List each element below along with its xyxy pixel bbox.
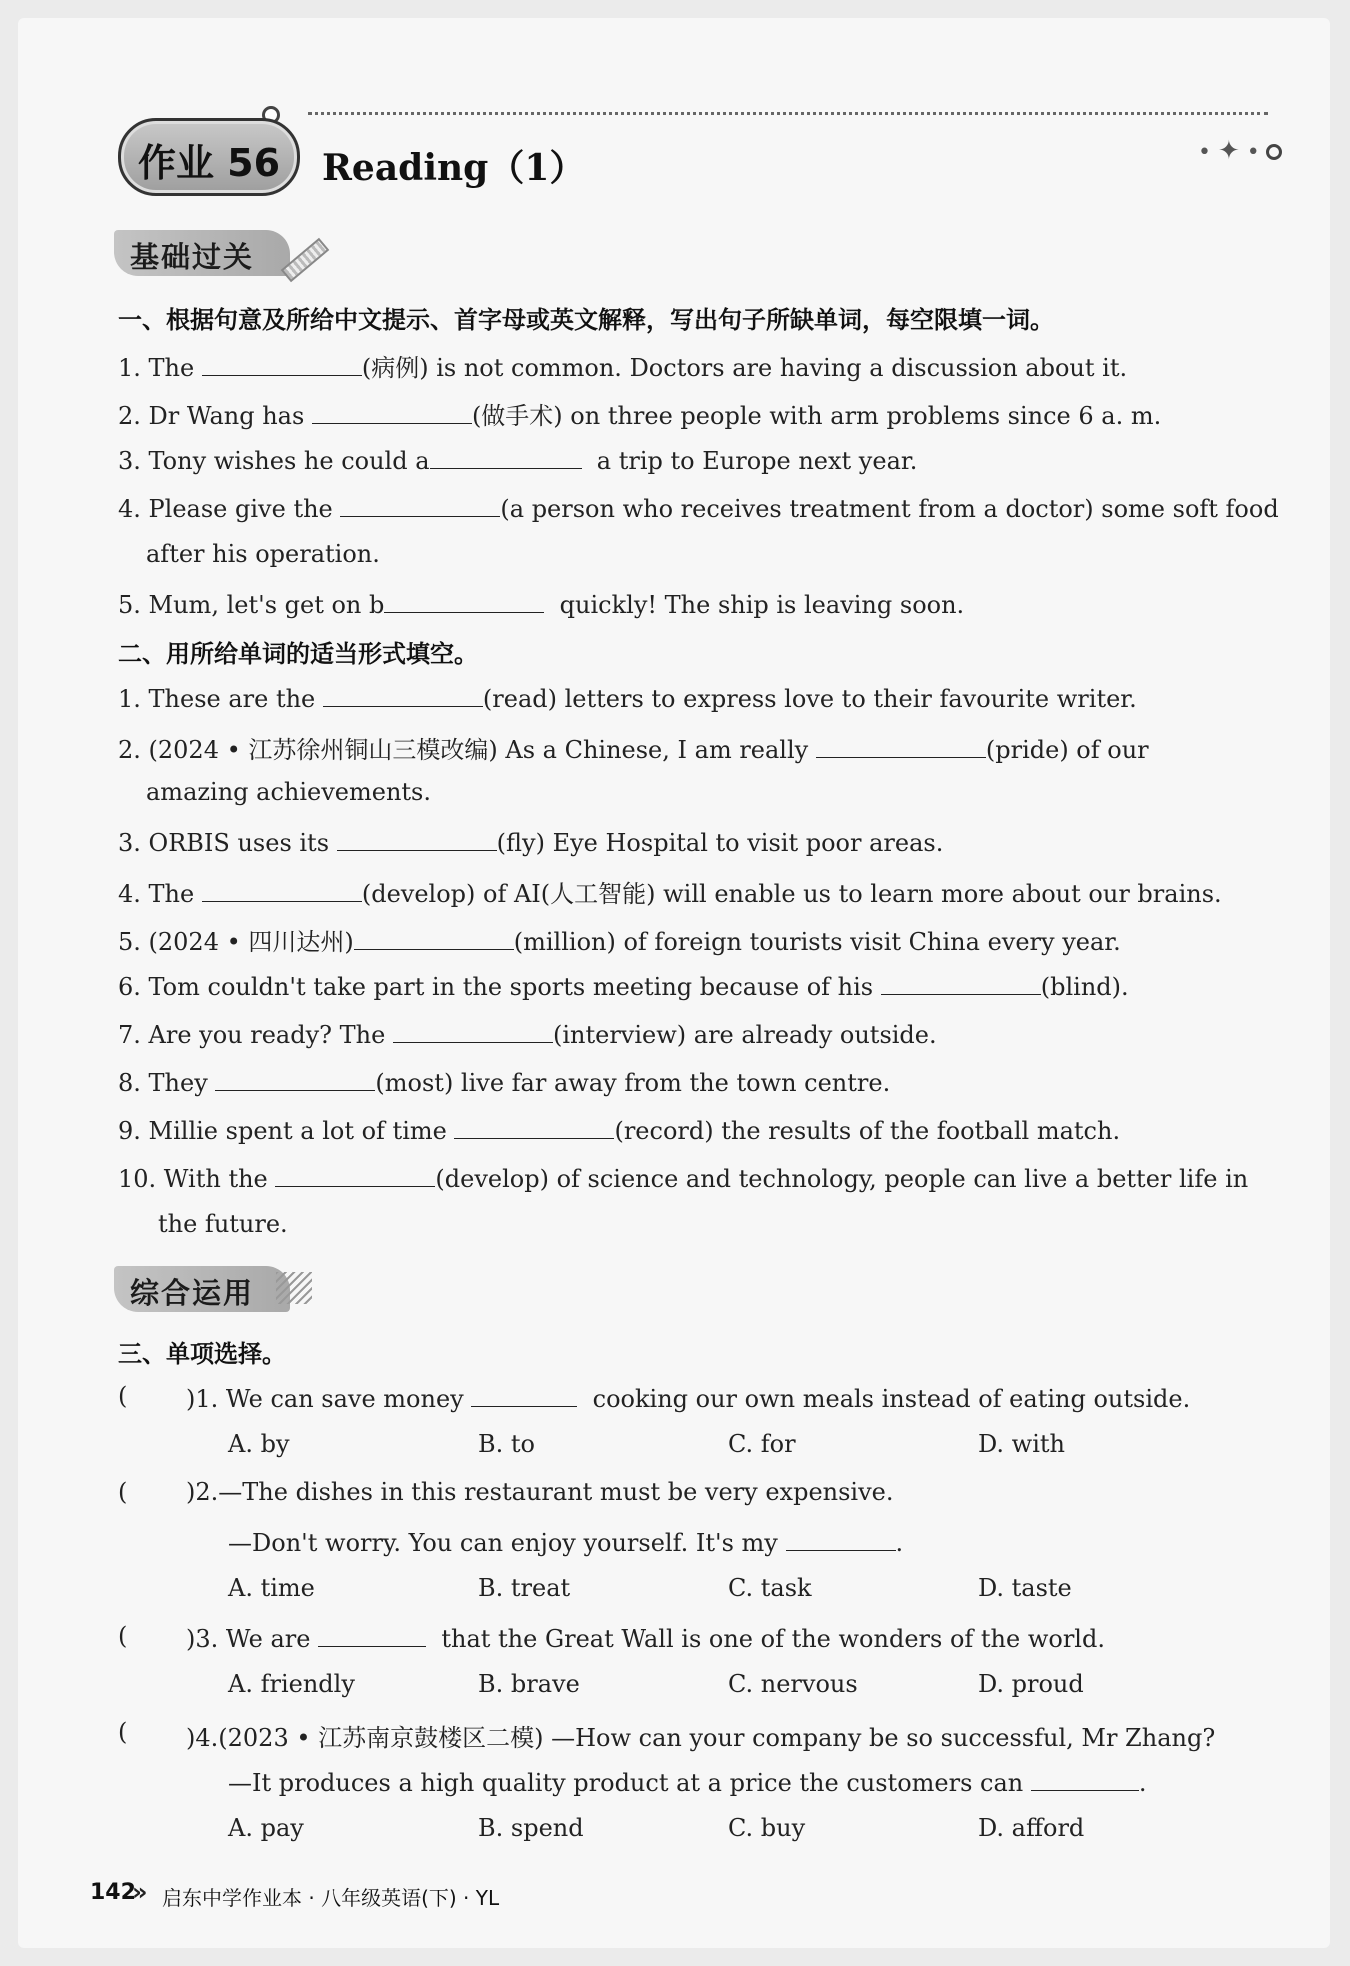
list-item: 9. Millie spent a lot of time (record) the results of the football match. [118,1114,1120,1145]
list-item: 3. Tony wishes he could a a trip to Europe next year. [118,444,917,475]
list-item-continuation: amazing achievements. [146,778,431,806]
ring-ornament [1266,144,1282,160]
question-2: )2.—The dishes in this restaurant must be very expensive. [186,1478,894,1506]
header-dotted-line [308,112,1268,115]
option-a[interactable]: A. time [228,1574,315,1602]
answer-blank[interactable] [354,925,514,950]
question-3: )3. We are that the Great Wall is one of the wonders of the world. [186,1622,1105,1653]
worksheet-page [18,18,1330,1948]
option-c[interactable]: C. nervous [728,1670,858,1698]
double-chevron-icon: » [132,1878,148,1906]
answer-blank[interactable] [393,1018,553,1043]
list-item: 5. Mum, let's get on b quickly! The ship is leaving soon. [118,588,964,619]
answer-blank[interactable] [881,970,1041,995]
question-1: )1. We can save money cooking our own meals instead of eating outside. [186,1382,1190,1413]
list-item: 5. (2024 • 四川达州) (million) of foreign tourists visit China every year. [118,922,1121,957]
list-item: 1. The (病例) is not common. Doctors are having a discussion about it. [118,348,1127,383]
answer-blank [786,1526,896,1551]
answer-parenthesis[interactable]: ( [118,1382,128,1410]
list-item: 8. They (most) live far away from the town centre. [118,1066,890,1097]
page-title: Reading（1） [322,147,586,189]
list-item: 4. The (develop) of AI(人工智能) will enable us to learn more about our brains. [118,874,1222,909]
sparkle-icon: • ✦ • [1198,136,1260,166]
option-b[interactable]: B. to [478,1430,535,1458]
answer-blank[interactable] [275,1162,435,1187]
answer-blank [1031,1766,1139,1791]
answer-blank[interactable] [430,444,582,469]
answer-blank [318,1622,426,1647]
answer-blank [471,1382,577,1407]
list-item-continuation: after his operation. [146,540,380,568]
answer-blank[interactable] [215,1066,375,1091]
option-b[interactable]: B. brave [478,1670,580,1698]
option-d[interactable]: D. afford [978,1814,1085,1842]
page-number: 142 [90,1880,136,1905]
list-item: 4. Please give the (a person who receives treatment from a doctor) some soft food [118,492,1279,523]
section-badge-label: 综合运用 [130,1276,255,1310]
answer-blank[interactable] [340,492,500,517]
answer-blank[interactable] [202,351,362,376]
list-item: 2. (2024 • 江苏徐州铜山三模改编) As a Chinese, I am really (pride) of our [118,730,1149,765]
question-4: )4.(2023 • 江苏南京鼓楼区二模) —How can your company be so successful, Mr Zhang? [186,1724,1216,1752]
option-b[interactable]: B. spend [478,1814,584,1842]
part2-heading: 二、用所给单词的适当形式填空。 [118,640,478,668]
option-a[interactable]: A. pay [228,1814,304,1842]
option-b[interactable]: B. treat [478,1574,571,1602]
option-d[interactable]: D. taste [978,1574,1072,1602]
answer-blank[interactable] [323,682,483,707]
list-item: 7. Are you ready? The (interview) are already outside. [118,1018,937,1049]
question-4-line-2: —It produces a high quality product at a price the customers can . [228,1766,1147,1797]
answer-blank[interactable] [816,733,986,758]
part1-heading: 一、根据句意及所给中文提示、首字母或英文解释，写出句子所缺单词，每空限填一词。 [118,306,1054,334]
answer-blank[interactable] [337,826,497,851]
option-c[interactable]: C. buy [728,1814,806,1842]
option-a[interactable]: A. friendly [228,1670,355,1698]
answer-parenthesis[interactable]: ( [118,1718,128,1746]
option-a[interactable]: A. by [228,1430,290,1458]
answer-parenthesis[interactable]: ( [118,1478,128,1506]
list-item: 6. Tom couldn't take part in the sports meeting because of his (blind). [118,970,1129,1001]
list-item: 10. With the (develop) of science and technology, people can live a better life in [118,1162,1248,1193]
footer-book-title: 启东中学作业本 · 八年级英语(下) · YL [162,1886,500,1910]
option-d[interactable]: D. proud [978,1670,1084,1698]
part3-heading: 三、单项选择。 [118,1340,286,1368]
list-item-continuation: the future. [158,1210,288,1238]
option-c[interactable]: C. task [728,1574,812,1602]
option-d[interactable]: D. with [978,1430,1065,1458]
answer-blank[interactable] [202,877,362,902]
answer-blank[interactable] [384,588,544,613]
list-item: 3. ORBIS uses its (fly) Eye Hospital to visit poor areas. [118,826,943,857]
section-badge-basics [114,230,290,276]
sparkle-stripes-icon [276,1272,312,1304]
answer-parenthesis[interactable]: ( [118,1622,128,1650]
homework-number-badge [118,118,300,196]
list-item: 1. These are the (read) letters to express love to their favourite writer. [118,682,1137,713]
option-c[interactable]: C. for [728,1430,796,1458]
question-2-line-2: —Don't worry. You can enjoy yourself. It's my . [228,1526,903,1557]
section-badge-comprehensive [114,1266,290,1312]
section-badge-label: 基础过关 [130,240,255,274]
homework-number: 作业 56 [137,141,281,185]
list-item: 2. Dr Wang has (做手术) on three people with arm problems since 6 a. m. [118,396,1161,431]
answer-blank[interactable] [312,399,472,424]
answer-blank[interactable] [454,1114,614,1139]
